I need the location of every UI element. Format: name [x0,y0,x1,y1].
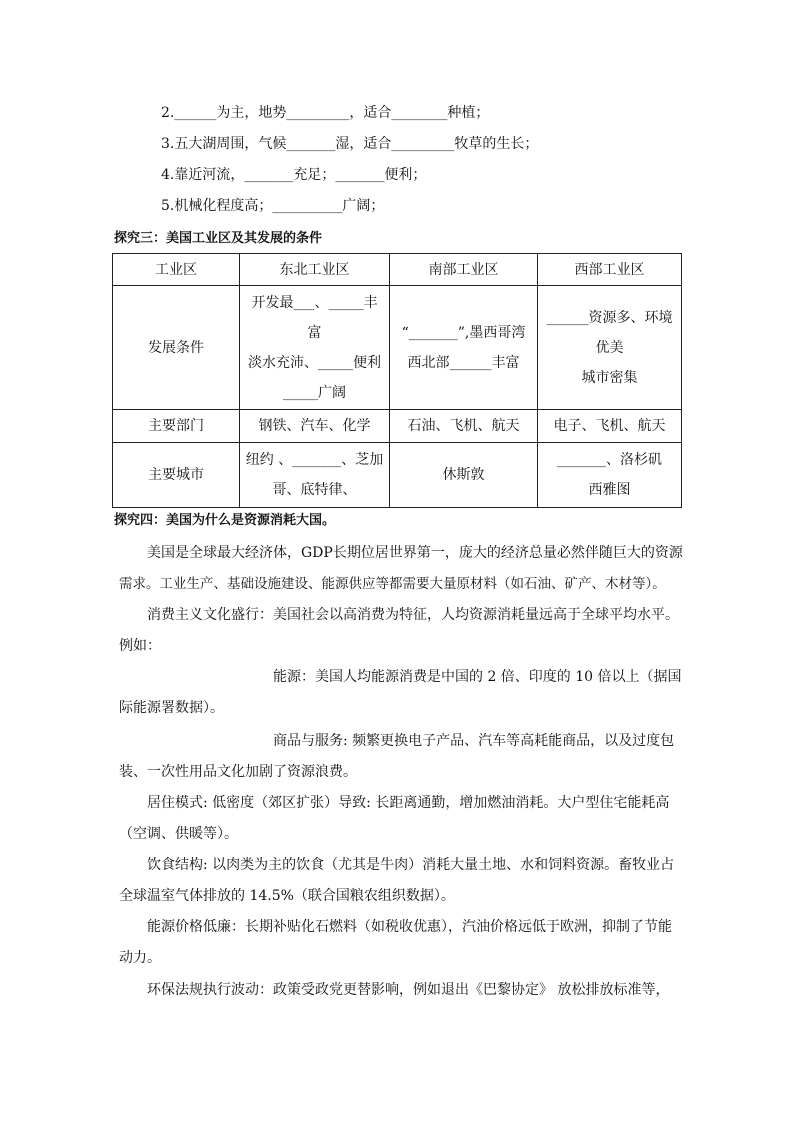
paragraph-line: 环保法规执行波动：政策受政党更替影响，例如退出《巴黎协定》 放松排放标准等， [147,982,670,998]
paragraph-line: 装、一次性用品文化加剧了资源浪费。 [119,764,357,780]
header-cell: 西部工业区 [538,254,682,286]
cell-line: 西北部______丰富 [407,354,520,371]
cell-line: _______、洛杉矶 [557,452,662,468]
cell-line: ______资源多、环境 [546,309,673,326]
table-cell [240,286,390,410]
table-header-row [113,254,682,286]
question-2: 2.______为主，地势_________，适合________种植； [161,105,490,121]
table-cell: 电子、飞机、航天 [538,410,682,443]
paragraph-line: （空调、供暖等）。 [119,826,238,842]
cell-line: 优美 [595,339,624,356]
table-row [113,443,682,508]
table-cell [538,443,682,508]
inquiry4-title: 探究四：美国为什么是资源消耗大国。 [114,513,336,528]
table-cell [240,443,390,508]
paragraph-line: 消费主义文化盛行：美国社会以高消费为特征，人均资源消耗量远高于全球平均水平。 [147,607,679,623]
paragraph-line: 能源：美国人均能源消费是中国的 2 倍、印度的 10 倍以上（据国 [273,669,682,685]
table-cell: 钢铁、汽车、化学 [240,410,390,443]
cell-line: 哥、底特律、 [272,482,357,498]
cell-line: 纽约 、_______、芝加 [245,452,384,468]
question-4: 4.靠近河流，_______充足；_______便利； [161,167,427,183]
question-3: 3.五大湖周围，气候_______湿，适合_________牧草的生长； [161,136,539,152]
cell-line: 西雅图 [588,482,631,498]
paragraph-line: 居住模式: 低密度（郊区扩张）导致: 长距离通勤，增加燃油消耗。大户型住宅能耗高 [147,795,670,811]
paragraph-line: 际能源署数据）。 [119,700,224,716]
table-row [113,286,682,410]
paragraph-line: 能源价格低廉：长期补贴化石燃料（如税收优惠），汽油价格远低于欧洲，抑制了节能 [147,919,672,935]
cell-line: 富 [307,324,322,341]
inquiry3-title: 探究三：美国工业区及其发展的条件 [114,231,323,246]
cell-line: 开发最___、_____丰 [251,294,378,311]
header-cell: 工业区 [113,254,240,286]
question-5: 5.机械化程度高；__________广阔； [161,198,385,214]
row-label: 主要城市 [113,443,240,508]
cell-line: 城市密集 [581,369,638,386]
row-label: 主要部门 [113,410,240,443]
paragraph-line: 美国是全球最大经济体，GDP长期位居世界第一，庞大的经济总量必然伴随巨大的资源 [147,545,683,561]
table-cell: 休斯敦 [390,443,538,508]
paragraph-line: 商品与服务: 频繁更换电子产品、汽车等高耗能商品，以及过度包 [273,733,675,749]
cell-line: “_______”,墨西哥湾 [401,324,526,341]
row-label: 发展条件 [113,286,240,410]
table-cell [538,286,682,410]
industrial-zones-table [112,253,682,508]
table-row [113,410,682,443]
paragraph-line: 动力。 [119,950,161,966]
paragraph-line: 全球温室气体排放的 14.5%（联合国粮农组织数据）。 [119,888,455,904]
table-cell: 石油、飞机、航天 [390,410,538,443]
paragraph-line: 饮食结构: 以肉类为主的饮食（尤其是牛肉）消耗大量土地、水和饲料资源。畜牧业占 [147,857,675,873]
header-cell: 东北工业区 [240,254,390,286]
paragraph-line: 例如： [119,638,161,654]
table-cell [390,286,538,410]
header-cell: 南部工业区 [390,254,538,286]
cell-line: 淡水充沛、_____便利 [248,354,381,371]
paragraph-line: 需求。工业生产、基础设施建设、能源供应等都需要大量原材料（如石油、矿产、木材等）。 [119,576,666,592]
cell-line: _____广阔 [283,384,346,401]
